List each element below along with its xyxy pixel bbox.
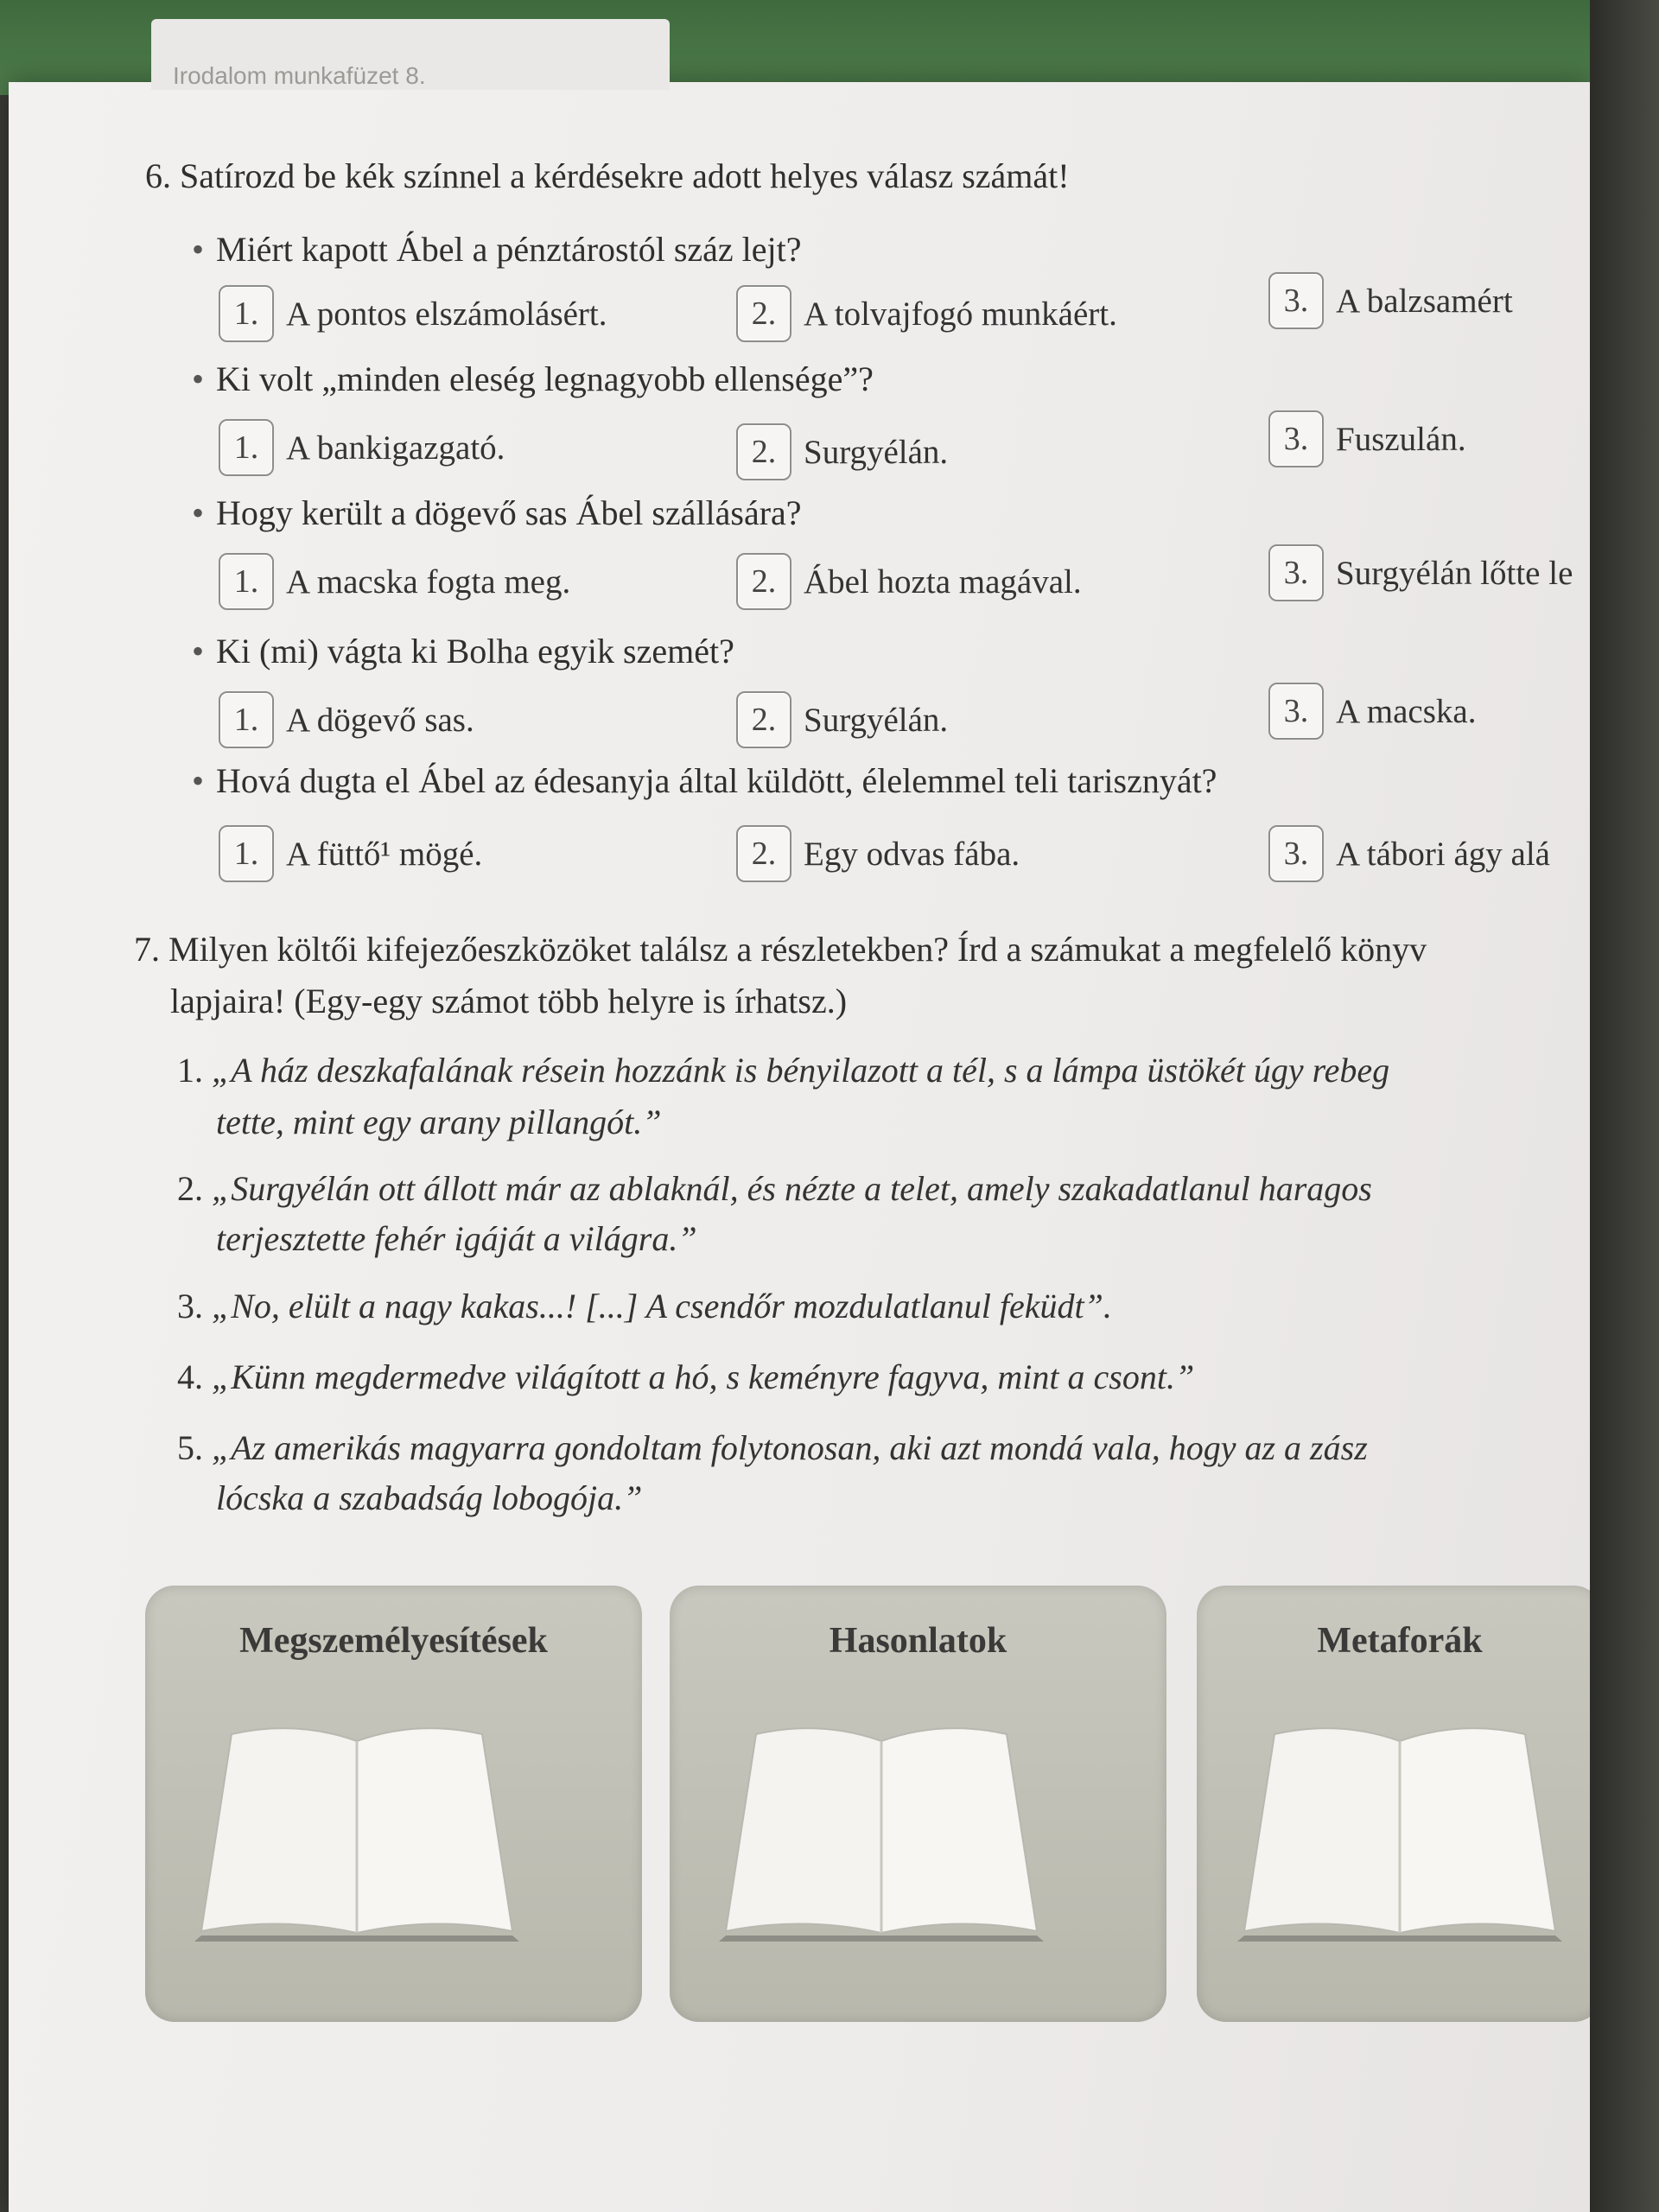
answer-number-box[interactable]: 1. [219, 285, 274, 342]
quote-1-line-2: tette, mint egy arany pillangót.” [216, 1103, 662, 1141]
option-text: Surgyélán. [804, 701, 949, 739]
panel-megszemelyesitesek[interactable] [145, 1586, 642, 2022]
option-text: A tábori ágy alá [1336, 835, 1550, 873]
option-text: Fuszulán. [1336, 420, 1466, 458]
task6-question-4: • Ki (mi) vágta ki Bolha egyik szemét? [216, 631, 734, 671]
q4-option-3[interactable] [1268, 683, 1476, 740]
option-text: A macska. [1336, 692, 1477, 730]
q2-option-3[interactable] [1268, 410, 1466, 467]
quote-line: „Künn megdermedve világított a hó, s keményre fagyva, mint a csont.” [212, 1357, 1195, 1396]
answer-number-box[interactable]: 3. [1268, 410, 1324, 467]
panel-title: Megszemélyesítések [239, 1621, 548, 1661]
option-text: Ábel hozta magával. [804, 563, 1082, 601]
q3-option-1[interactable] [219, 553, 570, 610]
q5-option-3[interactable] [1268, 825, 1550, 882]
answer-number-box[interactable]: 3. [1268, 272, 1324, 329]
q3-option-3[interactable] [1268, 544, 1573, 601]
q2-option-1[interactable] [219, 419, 505, 476]
q4-option-2[interactable] [736, 691, 948, 748]
q1-option-3[interactable] [1268, 272, 1513, 329]
answer-number-box[interactable]: 1. [219, 419, 274, 476]
option-text: A tolvajfogó munkáért. [804, 295, 1117, 333]
quote-number: 3. [177, 1287, 203, 1325]
answer-number-box[interactable]: 2. [736, 691, 791, 748]
quote-number: 1. [177, 1051, 203, 1090]
quote-line: „Az amerikás magyarra gondoltam folytonosan, aki azt mondá vala, hogy az a zász [212, 1428, 1368, 1467]
answer-number-box[interactable]: 2. [736, 553, 791, 610]
quote-2-line-2: terjesztette fehér igáját a világra.” [216, 1219, 697, 1258]
option-text: A macska fogta meg. [286, 563, 571, 601]
option-text: Surgyélán lőtte le [1336, 554, 1573, 592]
open-book-icon[interactable] [717, 1715, 1046, 1948]
quote-3 [177, 1286, 1112, 1326]
option-text: Egy odvas fába. [804, 835, 1020, 873]
open-book-icon[interactable] [1236, 1715, 1564, 1948]
quote-number: 5. [177, 1428, 203, 1467]
answer-number-box[interactable]: 2. [736, 285, 791, 342]
quote-number: 4. [177, 1357, 203, 1396]
q1-option-1[interactable] [219, 285, 607, 342]
running-header: Irodalom munkafüzet 8. [173, 62, 426, 89]
open-book-icon[interactable] [193, 1715, 521, 1948]
panel-title: Metaforák [1317, 1621, 1483, 1661]
task6-title: 6. Satírozd be kék színnel a kérdésekre adott helyes válasz számát! [145, 156, 1070, 195]
task7-title-line-2: lapjaira! (Egy-egy számot több helyre is írhatsz.) [170, 982, 848, 1020]
answer-number-box[interactable]: 3. [1268, 825, 1324, 882]
task7-title-line-1: 7. Milyen költői kifejezőeszközöket találsz a részletekben? Írd a számukat a megfelelő könyv [134, 930, 1427, 969]
quote-5 [177, 1427, 1368, 1468]
q5-option-1[interactable] [219, 825, 482, 882]
quote-5-line-2: lócska a szabadság lobogója.” [216, 1478, 643, 1517]
option-text: A balzsamért [1336, 282, 1513, 320]
quote-number: 2. [177, 1169, 203, 1208]
task6-question-5: • Hová dugta el Ábel az édesanyja által küldött, élelemmel teli tarisznyát? [216, 760, 1217, 801]
quote-line: „Surgyélán ott állott már az ablaknál, és nézte a telet, amely szakadatlanul haragos [212, 1169, 1372, 1208]
task6-question-3: • Hogy került a dögevő sas Ábel szállására? [216, 493, 802, 533]
quote-2 [177, 1168, 1372, 1209]
answer-number-box[interactable]: 2. [736, 423, 791, 480]
panel-title: Hasonlatok [829, 1621, 1007, 1661]
quote-4 [177, 1357, 1194, 1397]
option-text: Surgyélán. [804, 433, 949, 471]
task6-question-2: • Ki volt „minden eleség legnagyobb ellensége”? [216, 359, 874, 399]
option-text: A pontos elszámolásért. [286, 295, 607, 333]
quote-line: „A ház deszkafalának résein hozzánk is bényilazott a tél, s a lámpa üstökét úgy rebeg [212, 1051, 1390, 1090]
book-spine-shadow [1590, 0, 1659, 2212]
q1-option-2[interactable] [736, 285, 1117, 342]
answer-number-box[interactable]: 2. [736, 825, 791, 882]
answer-number-box[interactable]: 3. [1268, 544, 1324, 601]
answer-number-box[interactable]: 3. [1268, 683, 1324, 740]
option-text: A bankigazgató. [286, 429, 505, 467]
panel-hasonlatok[interactable] [670, 1586, 1166, 2022]
answer-number-box[interactable]: 1. [219, 553, 274, 610]
q2-option-2[interactable] [736, 423, 948, 480]
option-text: A dögevő sas. [286, 701, 474, 739]
task6-question-1: • Miért kapott Ábel a pénztárostól száz lejt? [216, 229, 802, 270]
answer-number-box[interactable]: 1. [219, 825, 274, 882]
option-text: A füttő¹ mögé. [286, 835, 483, 873]
q4-option-1[interactable] [219, 691, 474, 748]
quote-1 [177, 1050, 1389, 1090]
quote-line: „No, elült a nagy kakas...! [...] A csendőr mozdulatlanul feküdt”. [212, 1287, 1112, 1325]
panel-metaforak[interactable] [1197, 1586, 1603, 2022]
q5-option-2[interactable] [736, 825, 1020, 882]
answer-number-box[interactable]: 1. [219, 691, 274, 748]
q3-option-2[interactable] [736, 553, 1082, 610]
